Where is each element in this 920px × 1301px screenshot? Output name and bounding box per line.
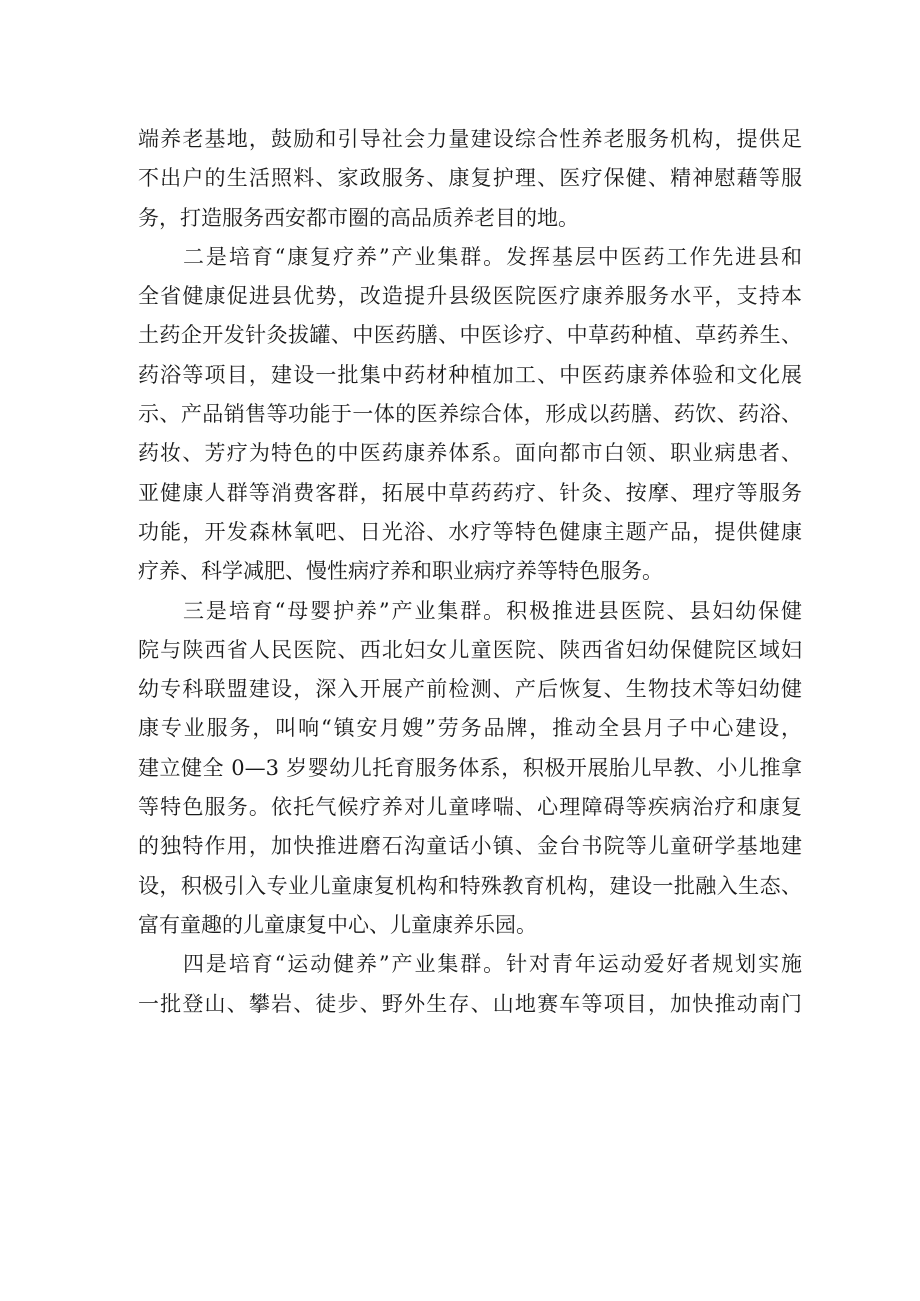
- paragraph-kangfu-liaoyang: [138, 238, 802, 592]
- text-line: 二是培育“康复疗养”产业集群。发挥基层中医药工作先进县和: [183, 244, 802, 269]
- text-line: 全省健康促进县优势，改造提升县级医院医疗康养服务水平，支持本: [138, 284, 802, 309]
- text-line: 药妆、芳疗为特色的中医药康养体系。面向都市白领、职业病患者、: [138, 441, 802, 466]
- text-line: 富有童趣的儿童康复中心、儿童康养乐园。: [138, 912, 537, 937]
- text-line: 功能，开发森林氧吧、日光浴、水疗等特色健康主题产品，提供健康: [138, 519, 802, 544]
- paragraph-muying-huyang: [138, 592, 802, 946]
- text-line: 土药企开发针灸拔罐、中医药膳、中医诊疗、中草药种植、草药养生、: [138, 323, 802, 348]
- text-line: 设，积极引入专业儿童康复机构和特殊教育机构，建设一批融入生态、: [138, 873, 802, 898]
- text-line: 示、产品销售等功能于一体的医养综合体，形成以药膳、药饮、药浴、: [138, 402, 802, 427]
- text-line: 的独特作用，加快推进磨石沟童话小镇、金台书院等儿童研学基地建: [138, 834, 802, 859]
- text-line: 康专业服务，叫响“镇安月嫂”劳务品牌，推动全县月子中心建设，: [138, 716, 802, 741]
- text-line: 幼专科联盟建设，深入开展产前检测、产后恢复、生物技术等妇幼健: [138, 677, 802, 702]
- paragraph-yundong-jianyang: [138, 945, 802, 1024]
- text-line: 务，打造服务西安都市圈的高品质养老目的地。: [138, 205, 579, 230]
- text-line: 建立健全 0—3 岁婴幼儿托育服务体系，积极开展胎儿早教、小儿推拿: [138, 755, 802, 780]
- text-line: 药浴等项目，建设一批集中药材种植加工、中医药康养体验和文化展: [138, 362, 802, 387]
- text-line: 一批登山、攀岩、徒步、野外生存、山地赛车等项目，加快推动南门: [138, 991, 802, 1016]
- text-line: 院与陕西省人民医院、西北妇女儿童医院、陕西省妇幼保健院区域妇: [138, 637, 802, 662]
- text-line: 疗养、科学减肥、慢性病疗养和职业病疗养等特色服务。: [138, 559, 663, 584]
- text-line: 不出户的生活照料、家政服务、康复护理、医疗保健、精神慰藉等服: [138, 166, 802, 191]
- text-line: 三是培育“母婴护养”产业集群。积极推进县医院、县妇幼保健: [183, 598, 802, 623]
- text-line: 等特色服务。依托气候疗养对儿童哮喘、心理障碍等疾病治疗和康复: [138, 795, 802, 820]
- text-line: 四是培育“运动健养”产业集群。针对青年运动爱好者规划实施: [183, 952, 802, 977]
- document-body: [138, 120, 802, 1024]
- text-line: 端养老基地，鼓励和引导社会力量建设综合性养老服务机构，提供足: [138, 127, 802, 151]
- paragraph-continuation: [138, 120, 802, 238]
- text-line: 亚健康人群等消费客群，拓展中草药药疗、针灸、按摩、理疗等服务: [138, 480, 802, 505]
